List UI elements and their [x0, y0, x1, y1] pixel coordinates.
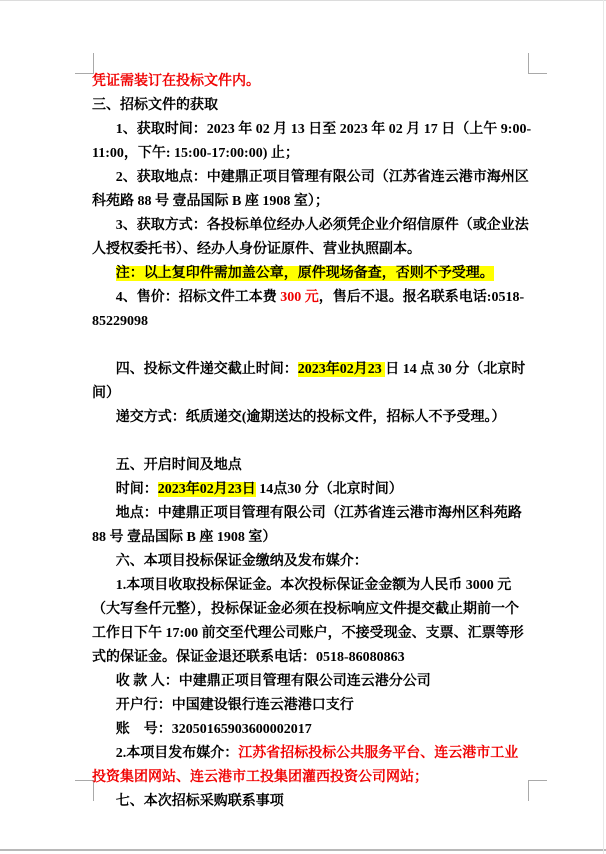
highlighted-text: 2023年02月23日 [157, 482, 256, 497]
red-text: 300 元 [280, 290, 319, 305]
paragraph [92, 406, 532, 430]
paragraph [92, 454, 532, 478]
red-text: 凭证需装订在投标文件内。 [92, 74, 260, 89]
text-run: 七、本次招标采购联系事项 [115, 794, 284, 809]
paragraph [92, 166, 532, 214]
text-run: 六、本项目投标保证金缴纳及发布媒介： [115, 554, 368, 569]
blank-line [92, 430, 532, 454]
highlighted-text: 注：以上复印件需加盖公章，原件现场备查，否则不予受理。 [115, 266, 494, 281]
paragraph [92, 286, 532, 334]
paragraph [92, 70, 532, 94]
red-text: 江苏省招标投标公共服务平台、连云港市工业投资集团网站、连云港市工投集团灌西投资公司网站； [92, 746, 519, 785]
paragraph [92, 670, 532, 694]
paragraph [92, 718, 532, 742]
text-run: 地点：中建鼎正项目管理有限公司（江苏省连云港市海州区科苑路 88 号 壹品国际 B 座 1908 室） [92, 506, 522, 545]
paragraph [92, 478, 532, 502]
text-run: 1.本项目收取投标保证金。本次投标保证金金额为人民币 3000 元（大写叁仟元整），投标保证金必须在投标响应文件提交截止期前一个工作日下午 17:00 前交至代理公司账户，不接受现金、支票、汇票等形式的保证金。保证金退还联系电话：0518-86080863 [92, 578, 524, 665]
paragraph [92, 214, 532, 262]
text-run: 开户行：中国建设银行连云港港口支行 [115, 698, 354, 713]
blank-line [92, 334, 532, 358]
highlighted-text: 2023年02月23 [297, 362, 386, 377]
page-top-edge [0, 0, 606, 1]
text-run: 2、获取地点：中建鼎正项目管理有限公司（江苏省连云港市海州区科苑路 88 号 壹品国际 B 座 1908 室）； [92, 170, 529, 209]
text-run: 时间： [115, 482, 158, 497]
paragraph [92, 118, 532, 166]
paragraph [92, 574, 532, 670]
text-run: 14点30 分（北京时间） [255, 482, 403, 497]
page-bottom-edge [0, 849, 606, 851]
text-run: 三、招标文件的获取 [92, 98, 218, 113]
paragraph [92, 790, 532, 814]
page-right-edge [603, 0, 604, 854]
text-run: 1、获取时间：2023 年 02 月 13 日至 2023 年 02 月 17 日（上午 9:00-11:00，下午: 15:00-17:00:00) 止； [92, 122, 532, 161]
text-run: 四、投标文件递交截止时间： [115, 362, 298, 377]
paragraph [92, 94, 532, 118]
paragraph [92, 502, 532, 550]
text-run: ，售后不退。报名联系电话:0518-85229098 [92, 290, 525, 329]
text-run: 账 号：32050165903600002017 [115, 722, 312, 737]
document-content [92, 70, 532, 814]
text-run: 4、售价：招标文件工本费 [115, 290, 281, 305]
text-run: 2.本项目发布媒介： [115, 746, 239, 761]
text-run: 递交方式：纸质递交(逾期送达的投标文件，招标人不予受理。） [115, 410, 506, 425]
text-run: 日 14 点 30 分（北京时间） [92, 362, 526, 401]
text-run: 收 款 人：中建鼎正项目管理有限公司连云港分公司 [115, 674, 431, 689]
text-run: 3、获取方式：各投标单位经办人必须凭企业介绍信原件（或企业法人授权委托书）、经办人身份证原件、营业执照副本。 [92, 218, 529, 257]
paragraph [92, 358, 532, 406]
text-run: 五、开启时间及地点 [115, 458, 242, 473]
paragraph [92, 262, 532, 286]
paragraph [92, 694, 532, 718]
paragraph [92, 742, 532, 790]
paragraph [92, 550, 532, 574]
